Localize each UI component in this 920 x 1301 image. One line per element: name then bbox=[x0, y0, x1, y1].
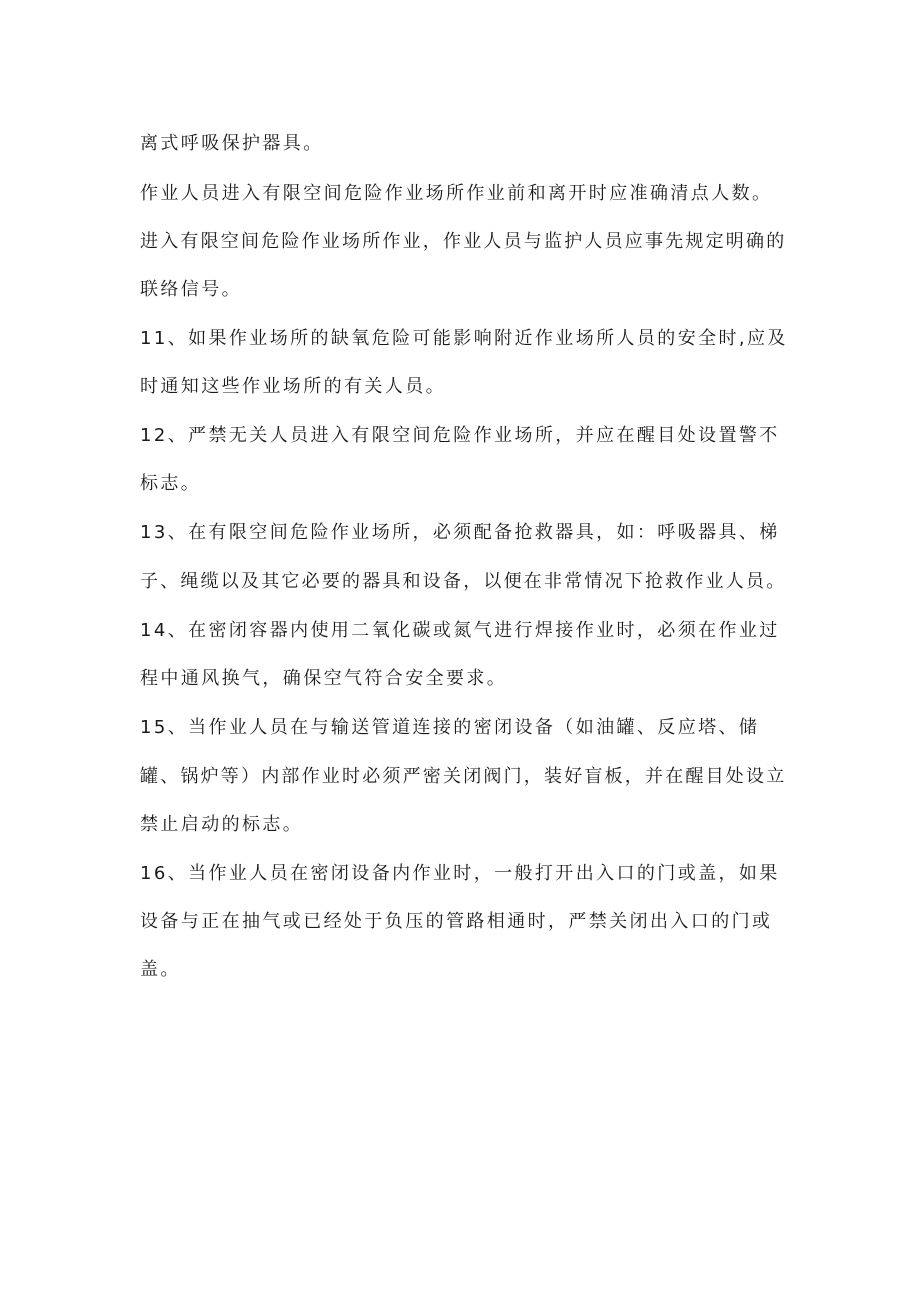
text-line: 标志。 bbox=[140, 473, 202, 494]
text-line: 12、严禁无关人员进入有限空间危险作业场所，并应在醒目处设置警不 bbox=[140, 425, 780, 446]
text-line: 盖。 bbox=[140, 959, 181, 980]
text-line: 联络信号。 bbox=[140, 279, 242, 300]
text-line: 离式呼吸保护器具。 bbox=[140, 133, 324, 154]
text-line: 11、如果作业场所的缺氧危险可能影响附近作业场所人员的安全时,应及 bbox=[140, 328, 788, 349]
text-line: 14、在密闭容器内使用二氧化碳或氮气进行焊接作业时，必须在作业过 bbox=[140, 620, 780, 641]
text-line: 禁止启动的标志。 bbox=[140, 814, 304, 835]
text-line: 罐、锅炉等）内部作业时必须严密关闭阀门，装好盲板，并在醒目处设立 bbox=[140, 766, 787, 787]
text-line: 子、绳缆以及其它必要的器具和设备，以便在非常情况下抢救作业人员。 bbox=[140, 571, 787, 592]
text-line: 13、在有限空间危险作业场所，必须配备抢救器具，如：呼吸器具、梯 bbox=[140, 522, 780, 543]
text-line: 15、当作业人员在与输送管道连接的密闭设备（如油罐、反应塔、储 bbox=[140, 717, 760, 738]
text-line: 设备与正在抽气或已经处于负压的管路相通时，严禁关闭出入口的门或 bbox=[140, 911, 773, 932]
text-line: 作业人员进入有限空间危险作业场所作业前和离开时应准确清点人数。 bbox=[140, 183, 773, 204]
text-line: 时通知这些作业场所的有关人员。 bbox=[140, 376, 446, 397]
text-line: 16、当作业人员在密闭设备内作业时，一般打开出入口的门或盖，如果 bbox=[140, 863, 780, 884]
text-line: 程中通风换气，确保空气符合安全要求。 bbox=[140, 668, 508, 689]
text-line: 进入有限空间危险作业场所作业，作业人员与监护人员应事先规定明确的 bbox=[140, 231, 787, 252]
